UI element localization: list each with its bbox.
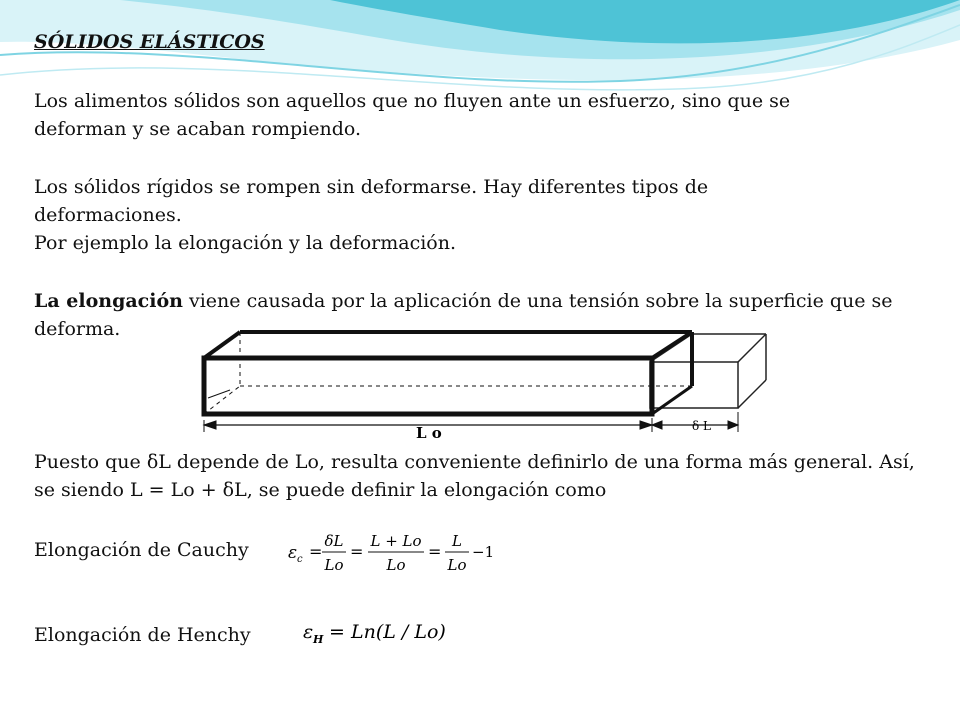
original-bar — [204, 332, 692, 414]
fraction3-denominator: Lo — [447, 556, 467, 574]
equals-sign-2: = — [350, 542, 364, 561]
paragraph-definition: Puesto que δL depende de Lo, resulta conveniente definirlo de una forma más general. Así, se siendo L = Lo + δL, se puede definir la elongación como — [34, 451, 915, 501]
paragraph-rigid-solids: Los sólidos rígidos se rompen sin deformarse. Hay diferentes tipos de deformaciones. — [34, 176, 709, 226]
henchy-label: Elongación de Henchy — [34, 624, 251, 646]
fraction1-numerator: δL — [324, 532, 344, 550]
equals-sign-3: = — [428, 542, 442, 561]
lo-label: L o — [416, 424, 442, 442]
epsilon-subscript: c — [297, 554, 303, 565]
equals-sign: = — [309, 542, 323, 561]
fraction2-denominator: Lo — [386, 556, 406, 574]
fraction3-numerator: L — [452, 532, 462, 550]
cauchy-label: Elongación de Cauchy — [34, 539, 249, 561]
epsilon-subscript-h: H — [313, 633, 324, 646]
fraction1-denominator: Lo — [324, 556, 344, 574]
epsilon-symbol-h: ε — [303, 621, 314, 643]
slide-title: SÓLIDOS ELÁSTICOS — [34, 31, 265, 53]
elongation-term: La elongación — [34, 290, 183, 312]
delta-l-label: δ L — [692, 419, 712, 433]
elongation-description: viene causada por la aplicación de una tensión sobre la superficie que se deforma. — [34, 290, 893, 340]
elongation-diagram — [172, 320, 782, 445]
paragraph-example: Por ejemplo la elongación y la deformación. — [34, 232, 457, 254]
minus-one: −1 — [472, 543, 495, 561]
henchy-equation — [285, 610, 465, 660]
extension-box — [650, 334, 766, 408]
paragraph-solids: Los alimentos sólidos son aquellos que no fluyen ante un esfuerzo, sino que se deforman y se acaban rompiendo. — [34, 90, 791, 140]
cauchy-equation — [278, 512, 502, 600]
henchy-rhs: = Ln(L / Lo) — [329, 621, 446, 643]
fraction2-numerator: L + Lo — [370, 532, 422, 550]
epsilon-symbol: ε — [288, 543, 298, 563]
